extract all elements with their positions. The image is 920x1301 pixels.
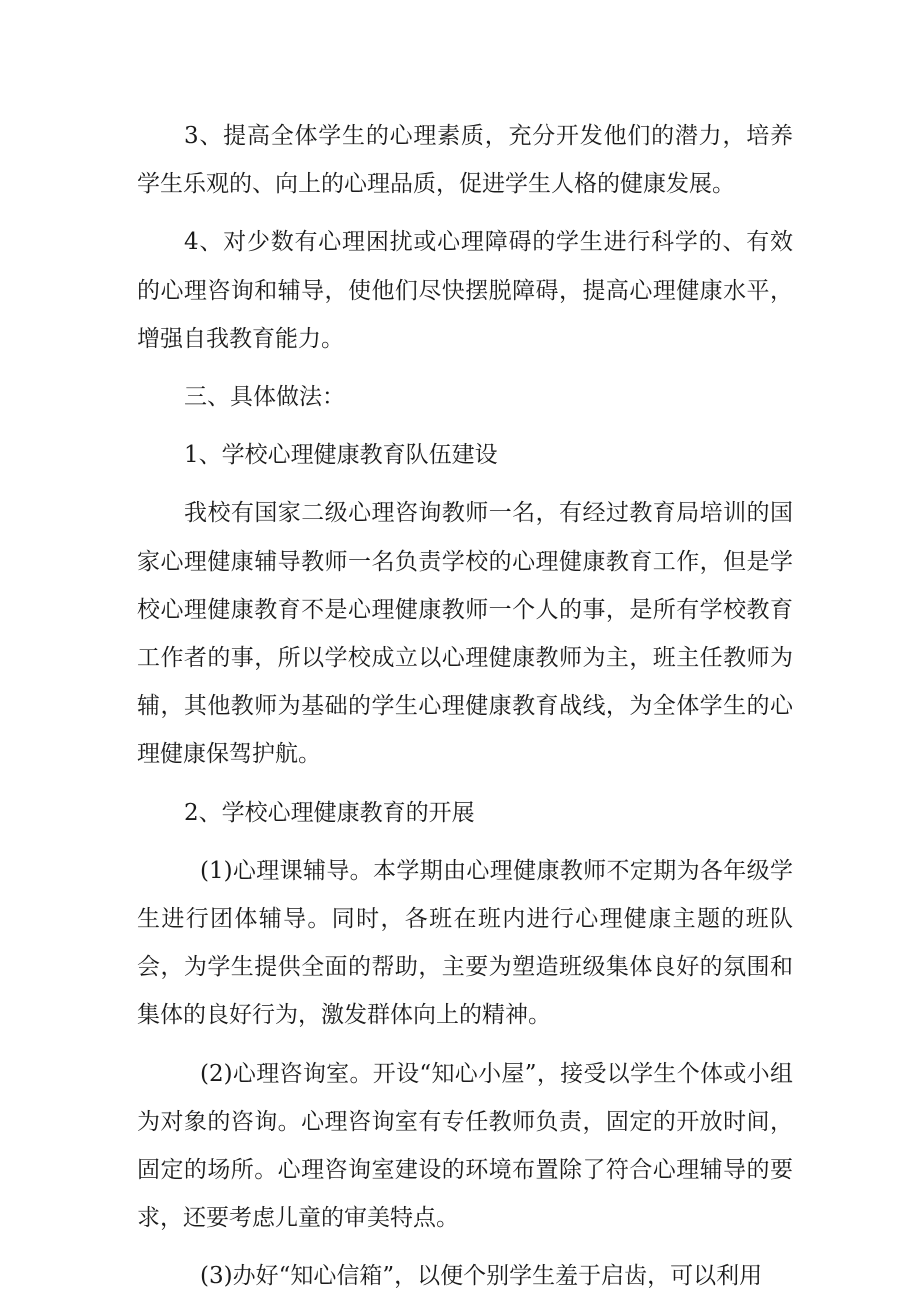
subheading-team-building: 1、学校心理健康教育队伍建设: [184, 442, 498, 469]
paragraph-goal-3: 3、提高全体学生的心理素质，充分开发他们的潜力，培养学生乐观的、向上的心理品质，促进学生人格的健康发展。: [137, 123, 793, 198]
paragraph-goal-4: 4、对少数有心理困扰或心理障碍的学生进行科学的、有效的心理咨询和辅导，使他们尽快摆脱障碍，提高心理健康水平，增强自我教育能力。: [137, 229, 793, 352]
paragraph-team-building: 我校有国家二级心理咨询教师一名，有经过教育局培训的国家心理健康辅导教师一名负责学校的心理健康教育工作，但是学校心理健康教育不是心理健康教师一个人的事，是所有学校教育工作者的事，所以学校成立以心理健康教师为主，班主任教师为辅，其他教师为基础的学生心理健康教育战线，为全体学生的心理健康保驾护航。: [137, 500, 793, 768]
paragraph-counseling-room: (2)心理咨询室。开设“知心小屋”，接受以学生个体或小组为对象的咨询。心理咨询室有专任教师负责，固定的开放时间，固定的场所。心理咨询室建设的环境布置除了符合心理辅导的要求，还要考虑儿童的审美特点。: [137, 1060, 793, 1232]
document-body: [137, 112, 793, 1301]
paragraph-psych-class: (1)心理课辅导。本学期由心理健康教师不定期为各年级学生进行团体辅导。同时，各班在班内进行心理健康主题的班队会，为学生提供全面的帮助，主要为塑造班级集体良好的氛围和集体的良好行为，激发群体向上的精神。: [137, 857, 793, 1029]
paragraph-mailbox: (3)办好“知心信箱”，以便个别学生羞于启齿，可以利用: [200, 1263, 763, 1290]
subheading-development: 2、学校心理健康教育的开展: [184, 799, 475, 826]
section-heading-methods: 三、具体做法：: [184, 384, 345, 411]
